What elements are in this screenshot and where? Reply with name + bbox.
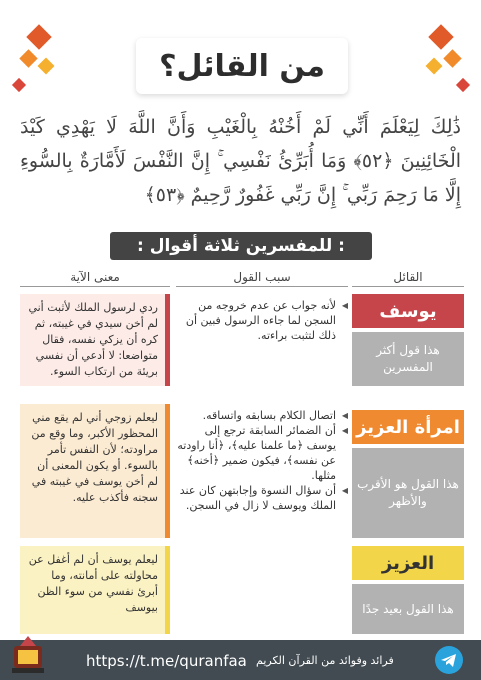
meaning-box: ليعلم زوجي أني لم يقع مني المحظور الأكبر، وما وقع من مراودته؛ لأن النفس تأمر بالسوء. أو يكون المعنى أن لم أخن يوسف في غيبته في سجنه فأكذب عليه. [20, 404, 170, 538]
reason-item: ◀ اتصال الكلام بسابقه واتساقه. [176, 408, 348, 423]
meaning-box: ليعلم يوسف أن لم أغفل عن محاولته على أمانته، وما أبرئ نفسي من سوء الظن بيوسف [20, 546, 170, 634]
meaning-box: ردي لرسول الملك لأثبت أني لم أخن سيدي في غيبته، ثم كره أن يزكي نفسه، فقال متواضعا: لا أدعي أن نفسي بريئة من ارتكاب السوء. [20, 294, 170, 386]
column-header-speaker: القائل [393, 270, 423, 284]
speaker-note: هذا قول أكثر المفسرين [352, 332, 464, 386]
speaker-name-aziz: العزيز [352, 546, 464, 580]
quran-verse: ذَٰلِكَ لِيَعْلَمَ أَنِّي لَمْ أَخُنْهُ بِالْغَيْبِ وَأَنَّ اللَّهَ لَا يَهْدِي كَيْدَ الْخَائِنِينَ ﴿٥٢﴾ وَمَا أُبَرِّئُ نَفْسِي ۚ إِنَّ النَّفْسَ لَأَمَّارَةٌ بِالسُّوءِ إِلَّا مَا رَحِمَ رَبِّي ۚ إِنَّ رَبِّي غَفُورٌ رَّحِيمٌ ﴿٥٣﴾ [20, 116, 462, 206]
speaker-note: هذا القول بعيد جدًا [352, 584, 464, 634]
speaker-name-aziz-wife: امرأة العزيز [352, 410, 464, 444]
channel-link[interactable]: https://t.me/quranfaa [86, 652, 247, 670]
telegram-icon[interactable] [435, 646, 463, 674]
reason-item: ◀ أن سؤال النسوة وإجابتهن كان عند الملك ويوسف لا زال في السجن. [176, 483, 348, 513]
reason-item: ◀ لأنه جواب عن عدم خروجه من السجن لما جاءه الرسول فبين أن ذلك لتثبت براءته. [176, 298, 348, 343]
reason-list [176, 408, 348, 513]
reason-list [176, 298, 348, 343]
speaker-name-yusuf: يوسف [352, 294, 464, 328]
speaker-note: هذا القول هو الأقرب والأظهر [352, 448, 464, 538]
channel-logo-icon [8, 632, 48, 676]
column-header-reason: سبب القول [233, 270, 291, 284]
reason-item: ◀ أن الضمائر السابقة ترجع إلى يوسف ﴿ما علمنا عليه﴾، ﴿أنا راودته عن نفسه﴾، فيكون ضمير ﴿أخنه﴾ مثلها. [176, 423, 348, 483]
column-divider [352, 286, 464, 287]
page-title: من القائل؟ [136, 38, 348, 94]
column-divider [176, 286, 348, 287]
column-header-meaning: معنى الآية [70, 270, 120, 284]
column-divider [20, 286, 170, 287]
section-subtitle: : للمفسرين ثلاثة أقوال : [110, 232, 372, 260]
channel-caption: فرائد وفوائد من القرآن الكريم [256, 654, 394, 667]
